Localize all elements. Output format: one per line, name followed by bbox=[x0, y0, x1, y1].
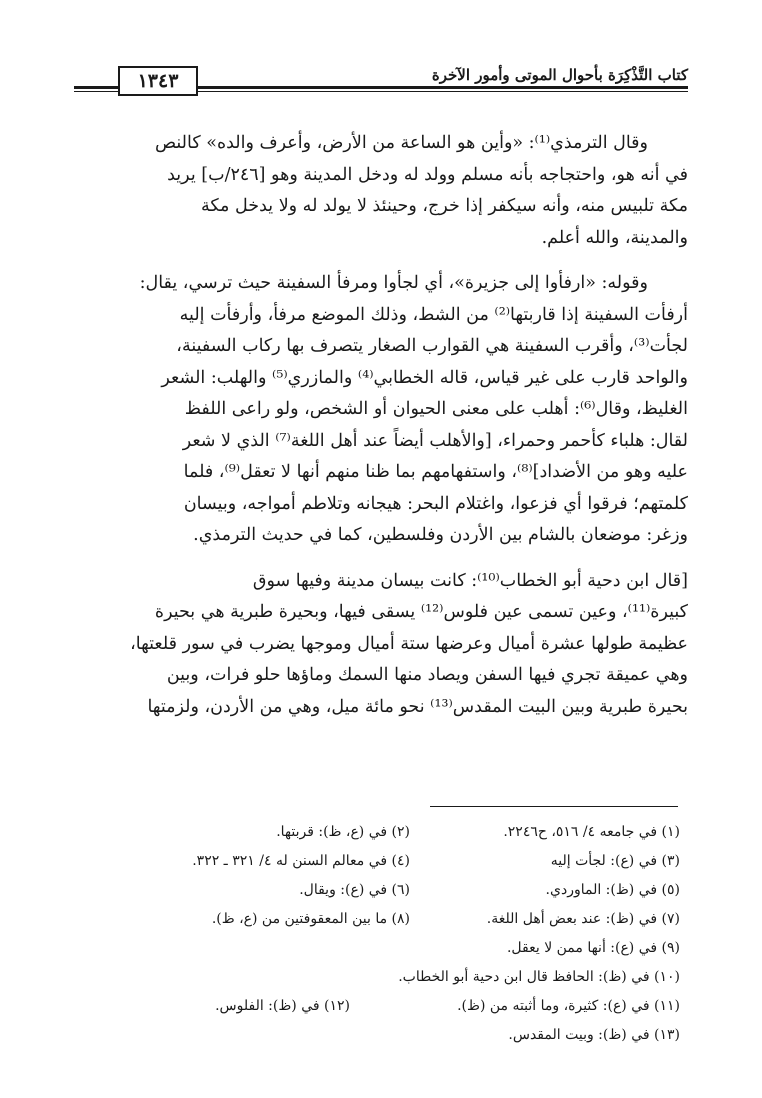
footnote-4: (٤) في معالم السنن له ٤/ ٣٢١ ـ ٣٢٢. bbox=[192, 853, 410, 869]
text-line: لقال: هلباء كأحمر وحمراء، [والأهلب أيضاً عند أهل اللغة⁽⁷⁾ الذي لا شعر bbox=[182, 430, 688, 451]
footnote-row bbox=[74, 876, 680, 905]
paragraph-2 bbox=[74, 268, 688, 552]
footnote-row bbox=[74, 934, 680, 963]
paragraph-3 bbox=[74, 566, 688, 724]
footnote-13: (١٣) في (ظ): وبيت المقدس. bbox=[508, 1027, 680, 1043]
paragraph-1 bbox=[74, 128, 688, 254]
footnote-row bbox=[74, 992, 680, 1021]
footnote-row bbox=[74, 1021, 680, 1050]
text-line: عظيمة طولها عشرة أميال وعرضها ستة أميال وموجها يضرب في سور قلعتها، bbox=[130, 633, 688, 654]
footnote-3: (٣) في (ع): لجأت إليه bbox=[550, 853, 680, 869]
text-line: كبيرة⁽¹¹⁾، وعين تسمى عين فلوس⁽¹²⁾ يسقى فيها، وبحيرة طبرية هي بحيرة bbox=[154, 602, 688, 622]
footnote-6: (٦) في (ع): ويقال. bbox=[299, 882, 410, 898]
footnote-10: (١٠) في (ظ): الحافظ قال ابن دحية أبو الخطاب. bbox=[398, 969, 680, 985]
text-line: وقوله: «ارفأوا إلى جزيرة»، أي لجأوا ومرفأ السفينة حيث ترسي، يقال: bbox=[139, 273, 648, 293]
text-line: بحيرة طبرية وبين البيت المقدس⁽¹³⁾ نحو مائة ميل، وهي من الأردن، ولزمتها bbox=[147, 696, 688, 717]
book-title: كتاب التَّذْكِرَة بأحوال الموتى وأمور الآخرة bbox=[431, 66, 688, 84]
footnote-9: (٩) في (ع): أنها ممن لا يعقل. bbox=[506, 940, 680, 956]
footnote-1: (١) في جامعه ٤/ ٥١٦، ح٢٢٤٦. bbox=[503, 824, 680, 840]
footnote-12: (١٢) في (ظ): الفلوس. bbox=[215, 998, 350, 1014]
footnote-separator bbox=[430, 806, 678, 807]
footnote-row bbox=[74, 847, 680, 876]
page-number: ١٣٤٣ bbox=[118, 66, 198, 96]
text-line: [قال ابن دحية أبو الخطاب⁽¹⁰⁾: كانت بيسان مدينة وفيها سوق bbox=[252, 570, 688, 591]
footnote-7: (٧) في (ظ): عند بعض أهل اللغة. bbox=[486, 911, 680, 927]
main-text bbox=[74, 128, 688, 723]
footnote-11: (١١) في (ع): كثيرة، وما أثبته من (ظ). bbox=[457, 998, 680, 1014]
text-line: وقال الترمذي⁽¹⁾: «وأين هو الساعة من الأرض، وأعرف والده» كالنص bbox=[154, 133, 648, 153]
text-line: والمدينة، والله أعلم. bbox=[541, 227, 688, 248]
running-header bbox=[74, 60, 688, 104]
text-line: عليه وهو من الأضداد]⁽⁸⁾، واستفهامهم بما ظنا منهم أنها لا تعقل⁽⁹⁾، فلما bbox=[183, 462, 688, 482]
text-line: والواحد قارب على غير قياس، قاله الخطابي⁽⁴⁾ والمازري⁽⁵⁾ والهلب: الشعر bbox=[161, 367, 688, 388]
footnote-5: (٥) في (ظ): الماوردي. bbox=[545, 882, 680, 898]
footnote-row bbox=[74, 905, 680, 934]
text-line: أرفأت السفينة إذا قاربتها⁽²⁾ من الشط، وذلك الموضع مرفأ، وأرفأت إليه bbox=[179, 304, 688, 325]
text-line: مكة تلبيس منه، وأنه سيكفر إذا خرج، وحينئذ لا يولد له ولا يدخل مكة bbox=[201, 196, 688, 216]
text-line: في أنه هو، واحتجاجه بأنه مسلم وولد له ودخل المدينة وهو [٢٤٦/ب] يريد bbox=[167, 164, 688, 185]
footnote-8: (٨) ما بين المعقوفتين من (ع، ظ). bbox=[211, 911, 410, 927]
text-line: كلمتهم؛ فرقوا أي فزعوا، واغتلام البحر: هيجانه وتلاطم أمواجه، وبيسان bbox=[183, 493, 688, 514]
text-line: الغليظ، وقال⁽⁶⁾: أهلب على معنى الحيوان أو الشخص، ولو راعى اللفظ bbox=[184, 399, 688, 419]
footnote-2: (٢) في (ع، ظ): قربتها. bbox=[276, 824, 410, 840]
footnotes bbox=[74, 818, 680, 1050]
footnote-row bbox=[74, 818, 680, 847]
text-line: وهي عميقة تجري فيها السفن ويصاد منها السمك وماؤها حلو فرات، وبين bbox=[166, 665, 688, 685]
text-line: لجأت⁽³⁾، وأقرب السفينة هي القوارب الصغار يتصرف بها ركاب السفينة، bbox=[176, 336, 688, 356]
text-line: وزغر: موضعان بالشام بين الأردن وفلسطين، كما في حديث الترمذي. bbox=[193, 525, 688, 545]
footnote-row bbox=[74, 963, 680, 992]
